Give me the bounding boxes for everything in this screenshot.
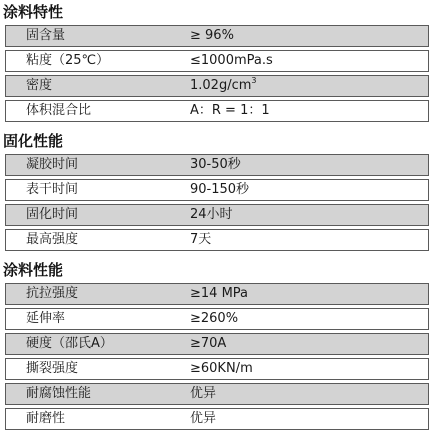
row-label: 密度	[26, 78, 53, 93]
table-row	[5, 50, 429, 72]
section-title: 涂料性能	[3, 261, 64, 279]
section-coating-properties	[0, 2, 435, 125]
row-value: 90-150秒	[190, 182, 250, 197]
row-value: ≥260%	[190, 311, 239, 326]
row-value	[190, 76, 256, 96]
table-row	[5, 229, 429, 251]
row-value: A：R = 1：1	[190, 103, 270, 118]
row-value: ≥70A	[190, 336, 227, 351]
row-label: 耐磨性	[26, 411, 66, 426]
table-row	[5, 154, 429, 176]
row-label: 抗拉强度	[26, 286, 79, 301]
row-value: 7天	[190, 232, 212, 247]
properties-table	[5, 25, 429, 122]
row-label: 延伸率	[26, 311, 66, 326]
table-row	[5, 204, 429, 226]
table-row	[5, 75, 429, 97]
row-label: 固含量	[26, 28, 66, 43]
row-label: 固化时间	[26, 207, 79, 222]
density-superscript: 3	[251, 75, 257, 85]
row-value: 优异	[190, 386, 217, 401]
table-row	[5, 100, 429, 122]
row-value: ≤1000mPa.s	[190, 53, 273, 68]
table-row	[5, 179, 429, 201]
section-coating-performance	[0, 260, 435, 433]
table-row	[5, 25, 429, 47]
table-row	[5, 383, 429, 405]
row-label: 表干时间	[26, 182, 79, 197]
row-label: 耐腐蚀性能	[26, 386, 92, 401]
table-row	[5, 358, 429, 380]
performance-table	[5, 283, 429, 430]
density-value: 1.02g/cm	[190, 78, 252, 93]
row-label: 凝胶时间	[26, 157, 79, 172]
row-value: 优异	[190, 411, 217, 426]
section-title: 固化性能	[3, 132, 64, 150]
curing-table	[5, 154, 429, 251]
row-value: ≥14 MPa	[190, 286, 249, 301]
row-label: 硬度（邵氏A）	[26, 336, 113, 351]
row-value: 24小时	[190, 207, 233, 222]
table-row	[5, 333, 429, 355]
table-row	[5, 283, 429, 305]
row-label: 粘度（25℃）	[26, 53, 110, 68]
row-value: ≥ 96%	[190, 28, 234, 43]
row-value: ≥60KN/m	[190, 361, 253, 376]
row-label: 最高强度	[26, 232, 79, 247]
row-label: 撕裂强度	[26, 361, 79, 376]
section-title: 涂料特性	[3, 3, 64, 21]
table-row	[5, 408, 429, 430]
row-value: 30-50秒	[190, 157, 241, 172]
row-label: 体积混合比	[26, 103, 92, 118]
table-row	[5, 308, 429, 330]
section-curing-properties	[0, 131, 435, 254]
